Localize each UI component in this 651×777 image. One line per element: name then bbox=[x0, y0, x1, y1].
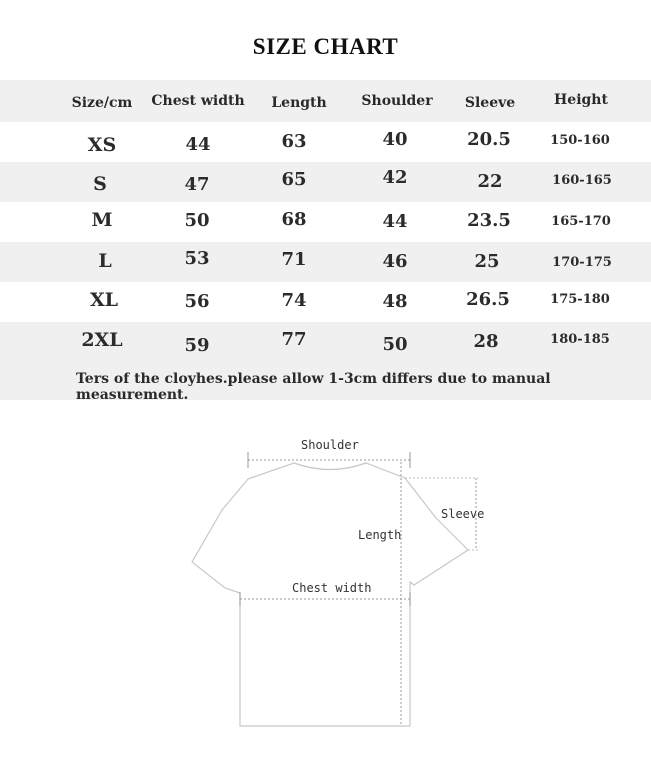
cell-sleeve: 28 bbox=[473, 331, 499, 352]
cell-size: XS bbox=[87, 134, 117, 156]
cell-size: L bbox=[98, 250, 112, 272]
cell-height: 175-180 bbox=[550, 292, 610, 307]
cell-length: 68 bbox=[281, 209, 307, 230]
cell-length: 71 bbox=[281, 249, 307, 270]
chest-width-label: Chest width bbox=[292, 581, 372, 595]
cell-height: 165-170 bbox=[551, 214, 611, 229]
cell-sleeve: 23.5 bbox=[467, 210, 511, 231]
table-header-row bbox=[0, 80, 651, 122]
header-shoulder: Shoulder bbox=[361, 93, 433, 109]
cell-height: 160-165 bbox=[552, 173, 612, 188]
cell-length: 65 bbox=[281, 169, 307, 190]
cell-shoulder: 46 bbox=[382, 251, 408, 272]
cell-shoulder: 42 bbox=[382, 167, 408, 188]
page-title: SIZE CHART bbox=[252, 34, 399, 59]
table-row bbox=[0, 242, 651, 282]
cell-size: M bbox=[91, 209, 113, 231]
cell-chest: 53 bbox=[184, 248, 210, 269]
table-row bbox=[0, 322, 651, 360]
length-label: Length bbox=[358, 528, 402, 542]
cell-sleeve: 22 bbox=[477, 171, 503, 192]
cell-chest: 47 bbox=[184, 174, 210, 195]
cell-chest: 56 bbox=[184, 291, 210, 312]
header-length: Length bbox=[271, 95, 327, 111]
cell-shoulder: 44 bbox=[382, 211, 408, 232]
cell-length: 77 bbox=[281, 329, 307, 350]
cell-chest: 59 bbox=[184, 335, 210, 356]
measurement-note bbox=[0, 360, 651, 403]
header-chest-width: Chest width bbox=[151, 93, 245, 109]
cell-height: 170-175 bbox=[552, 255, 612, 270]
cell-size: S bbox=[93, 173, 107, 195]
measurement-note-text: Ters of the cloyhes.please allow 1-3cm differs due to manual measurement. bbox=[76, 371, 551, 403]
header-height: Height bbox=[554, 92, 608, 108]
cell-chest: 50 bbox=[184, 210, 210, 231]
table-row bbox=[0, 122, 651, 162]
cell-height: 150-160 bbox=[550, 133, 610, 148]
cell-shoulder: 48 bbox=[382, 291, 408, 312]
table-row bbox=[0, 162, 651, 202]
cell-size: 2XL bbox=[81, 329, 123, 351]
header-size: Size/cm bbox=[71, 95, 133, 111]
cell-shoulder: 50 bbox=[382, 334, 408, 355]
cell-shoulder: 40 bbox=[382, 129, 408, 150]
cell-sleeve: 25 bbox=[474, 251, 500, 272]
table-row bbox=[0, 282, 651, 322]
header-sleeve: Sleeve bbox=[464, 95, 516, 111]
cell-length: 74 bbox=[281, 290, 307, 311]
cell-sleeve: 26.5 bbox=[466, 289, 510, 310]
cell-sleeve: 20.5 bbox=[467, 129, 511, 150]
cell-chest: 44 bbox=[185, 134, 211, 155]
shoulder-label: Shoulder bbox=[301, 438, 359, 452]
cell-height: 180-185 bbox=[550, 332, 610, 347]
cell-length: 63 bbox=[281, 131, 307, 152]
tshirt-measurement-diagram bbox=[0, 400, 651, 773]
cell-size: XL bbox=[89, 289, 119, 311]
sleeve-label: Sleeve bbox=[441, 507, 485, 521]
table-row bbox=[0, 202, 651, 242]
